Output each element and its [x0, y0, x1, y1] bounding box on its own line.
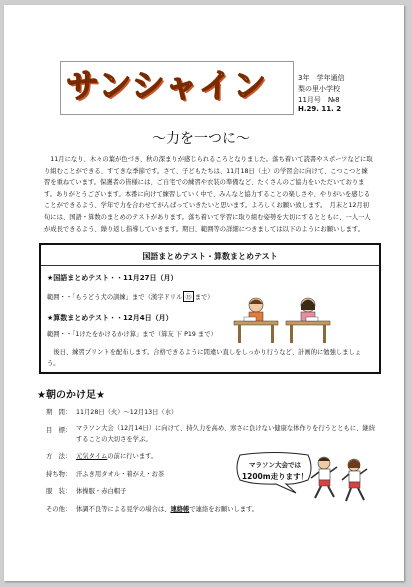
kokugo-test-title: ★国語まとめテスト・・11月27日（月） — [47, 274, 178, 282]
bubble-line-2: 1200m走ります！ — [241, 472, 309, 481]
period-label: 期 間： — [46, 409, 72, 416]
other-label: その他： — [46, 506, 72, 513]
goal-label: 目 標： — [46, 427, 72, 434]
other-suffix: で連絡をお願いします。 — [189, 506, 259, 513]
test-box-divider — [41, 265, 379, 266]
sansu-test-title: ★算数まとめテスト・・12月4日（月） — [47, 314, 173, 322]
test-box-note: 後日、練習プリントを配布します。合格できるように間違い直しをしっかり行うなど、計画的に勉強しましょう。 — [47, 349, 362, 367]
period-row — [46, 407, 177, 416]
items-value: 汗ふき用タオル・着がえ・お茶 — [76, 471, 165, 478]
kokugo-range-suffix: まで） — [194, 294, 214, 301]
school-name: 梨の里小学校 — [298, 85, 340, 93]
issue-number: 11月号 №8 — [298, 96, 340, 104]
kokugo-range-prefix: 範囲・・「もうどう犬の訓練」まで（漢字ドリル — [47, 294, 183, 301]
students-at-desks-illustration — [230, 295, 336, 349]
morning-run-heading: ★朝のかけ足★ — [37, 390, 105, 401]
clothes-row — [46, 486, 126, 495]
clothes-label: 服 装： — [46, 488, 72, 495]
subtitle: ～力を一つに～ — [152, 131, 250, 147]
other-row — [46, 504, 258, 513]
genki-time-text: 元気タイム — [76, 453, 108, 460]
items-label: 持ち物： — [46, 471, 72, 478]
kanji-drill-number: ⑮ — [183, 291, 193, 302]
goal-label-row — [46, 425, 76, 434]
newsletter-title: サンシャイン — [66, 66, 267, 105]
test-box-heading: 国語まとめテスト・算数まとめテスト — [142, 252, 278, 261]
items-row — [46, 469, 164, 478]
newsletter-page — [4, 5, 404, 581]
method-rest: の前に行います。 — [107, 453, 158, 460]
other-prefix: 体調不良等による見学の場合は、 — [76, 506, 171, 513]
running-children-illustration — [304, 453, 374, 505]
bubble-line-1: マラソン大会では — [249, 461, 301, 469]
kokugo-test-range — [47, 291, 214, 302]
clothes-value: 体操服・赤白帽子 — [76, 488, 127, 495]
issue-date: H.29. 11. 2 — [298, 105, 342, 113]
renrakucho-text: 連絡帳 — [170, 506, 190, 513]
goal-value: マラソン大会（12月14日）に向けて、持久力を高め、寒さに負けない健康な体作りを行うとともに、継続することの大切さを学ぶ。 — [76, 425, 376, 443]
period-value: 11月28日（火）～12月13日（水） — [76, 409, 178, 416]
intro-paragraph: 11月になり、木々の葉が色づき、秋の深まりが感じられるころとなりました。落ち着いて読書やスポーツなどに取り組むことができる、すてきな季節です。さて、子どもたちは、11月18日（土）の学習会に向けて、こつこつと練習を重ねています。保護者の皆様には、ご自宅での練習や衣装の準備など、たくさんのご協力をいただいております。ありがとうございます。本番に向けて練習していく中で、みんなと協力することの楽しさや、やりがいを感じることができるよう、学年で力を合わせてがんばっていきたいと思います。よろしくお願い致します。 月末と12月初旬には、国語・算数のまとめのテストがあります。落ち着いて学習に取り組む姿勢を大切にするとともに、一人一人が成長できるよう、繰り返し指導していきます。期日、範囲等の詳細につきましては以下のようにお願いします。 — [44, 156, 373, 233]
method-row — [46, 451, 157, 460]
method-label: 方 法： — [46, 453, 72, 460]
grade-newsletter-label: 3年 学年通信 — [298, 74, 345, 82]
sansu-test-range: 範囲・・「1けたをかけるかけ算」まで（算友 下 P19 まで） — [47, 331, 217, 338]
